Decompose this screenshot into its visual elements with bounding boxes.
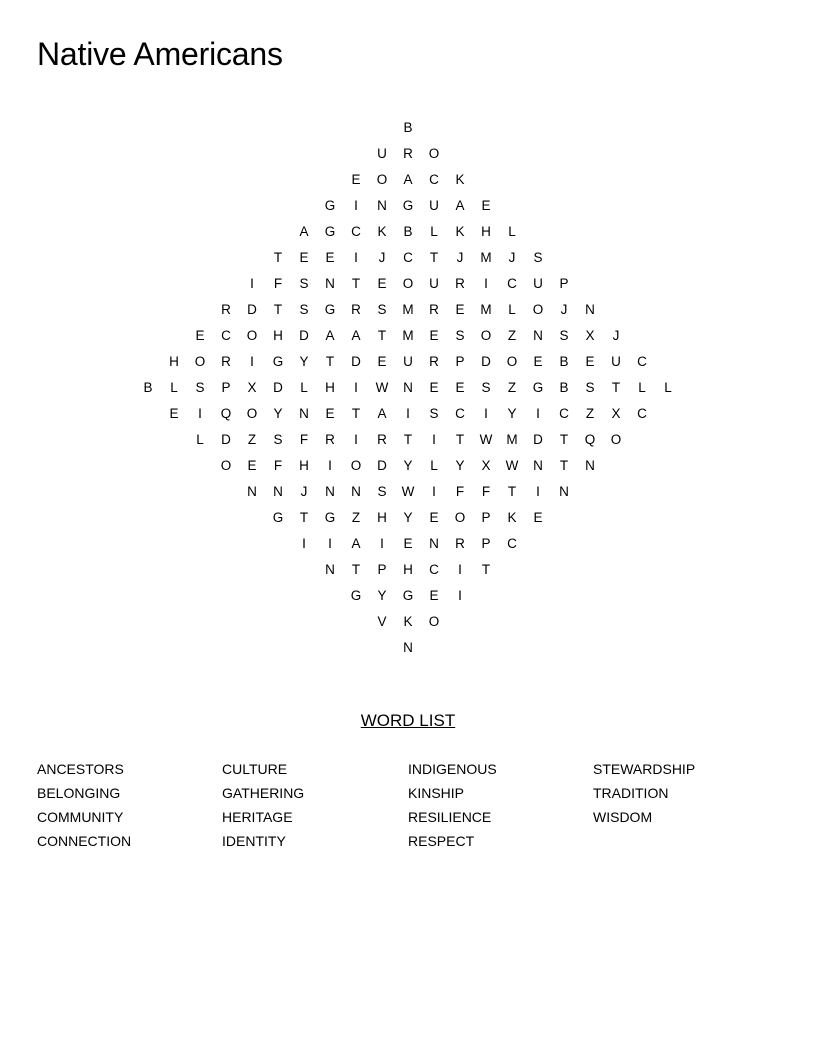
grid-letter: B [403, 120, 413, 135]
grid-letter: U [403, 354, 413, 369]
grid-letter: N [325, 562, 335, 577]
grid-letter: Q [584, 432, 596, 447]
grid-letter: S [559, 328, 569, 343]
grid-letter: R [221, 354, 231, 369]
grid-letter: I [198, 406, 202, 421]
grid-letter: T [611, 380, 621, 395]
grid-letter: U [533, 276, 543, 291]
grid-letter: E [351, 172, 361, 187]
grid-letter: E [247, 458, 257, 473]
grid-letter: N [299, 406, 309, 421]
grid-letter: H [299, 458, 309, 473]
grid-letter: H [169, 354, 179, 369]
grid-letter: F [455, 484, 465, 499]
grid-letter: G [324, 302, 336, 317]
grid-letter: J [378, 250, 386, 265]
grid-letter: Q [220, 406, 232, 421]
grid-letter: E [533, 510, 543, 525]
grid-letter: G [402, 588, 414, 603]
word-list-item: GATHERING [222, 785, 305, 801]
grid-letter: K [455, 172, 465, 187]
grid-letter: D [377, 458, 387, 473]
grid-letter: O [350, 458, 362, 473]
grid-letter: B [403, 224, 413, 239]
grid-letter: O [402, 276, 414, 291]
grid-letter: T [273, 250, 283, 265]
word-list-item: KINSHIP [408, 785, 465, 801]
grid-letter: J [612, 328, 620, 343]
grid-letter: X [585, 328, 595, 343]
grid-letter: O [220, 458, 232, 473]
grid-letter: Z [585, 406, 595, 421]
grid-letter: Y [377, 588, 387, 603]
grid-letter: S [299, 302, 309, 317]
grid-letter: U [377, 146, 387, 161]
grid-letter: U [429, 198, 439, 213]
grid-letter: M [402, 328, 414, 343]
grid-letter: P [481, 510, 491, 525]
grid-letter: R [403, 146, 413, 161]
grid-letter: S [455, 328, 465, 343]
grid-letter: A [403, 172, 413, 187]
grid-letter: Z [507, 380, 517, 395]
grid-letter: C [559, 406, 569, 421]
grid-letter: I [354, 432, 358, 447]
grid-letter: F [299, 432, 309, 447]
grid-letter: C [637, 406, 647, 421]
grid-letter: A [325, 328, 335, 343]
grid-letter: N [533, 458, 543, 473]
grid-letter: Y [507, 406, 517, 421]
grid-letter: T [559, 432, 569, 447]
grid-letter: I [354, 250, 358, 265]
grid-letter: T [351, 276, 361, 291]
grid-letter: E [403, 536, 413, 551]
grid-letter: H [403, 562, 413, 577]
grid-letter: S [533, 250, 543, 265]
grid-letter: E [195, 328, 205, 343]
grid-letter: S [299, 276, 309, 291]
grid-letter: E [325, 406, 335, 421]
grid-letter: I [380, 536, 384, 551]
word-list-item: HERITAGE [222, 809, 293, 825]
grid-letter: I [536, 406, 540, 421]
grid-letter: E [429, 328, 439, 343]
word-list-item: INDIGENOUS [408, 761, 497, 777]
grid-letter: G [324, 224, 336, 239]
grid-letter: O [428, 146, 440, 161]
grid-letter: A [351, 328, 361, 343]
grid-letter: G [402, 198, 414, 213]
grid-letter: W [401, 484, 415, 499]
grid-letter: D [351, 354, 361, 369]
grid-letter: F [273, 458, 283, 473]
grid-letter: N [559, 484, 569, 499]
grid-letter: T [429, 250, 439, 265]
grid-letter: O [454, 510, 466, 525]
grid-letter: N [533, 328, 543, 343]
grid-letter: L [638, 380, 646, 395]
grid-letter: D [221, 432, 231, 447]
word-list-item: COMMUNITY [37, 809, 124, 825]
grid-letter: I [536, 484, 540, 499]
grid-letter: L [430, 224, 438, 239]
grid-letter: T [377, 328, 387, 343]
grid-letter: J [508, 250, 516, 265]
grid-letter: H [325, 380, 335, 395]
grid-letter: C [507, 276, 517, 291]
word-list-item: WISDOM [593, 809, 653, 825]
grid-letter: L [508, 302, 516, 317]
grid-letter: T [481, 562, 491, 577]
grid-letter: T [403, 432, 413, 447]
grid-letter: G [272, 510, 284, 525]
grid-letter: G [324, 198, 336, 213]
grid-letter: A [299, 224, 309, 239]
word-list-column [408, 757, 588, 853]
grid-letter: X [247, 380, 257, 395]
grid-letter: W [375, 380, 389, 395]
grid-letter: S [585, 380, 595, 395]
grid-letter: X [611, 406, 621, 421]
grid-letter: E [377, 354, 387, 369]
grid-letter: M [480, 302, 492, 317]
grid-letter: E [299, 250, 309, 265]
grid-letter: T [351, 406, 361, 421]
grid-letter: R [351, 302, 361, 317]
grid-letter: O [506, 354, 518, 369]
grid-letter: J [456, 250, 464, 265]
grid-letter: I [458, 588, 462, 603]
grid-letter: C [429, 562, 439, 577]
grid-letter: T [507, 484, 517, 499]
grid-letter: O [246, 406, 258, 421]
grid-letter: E [169, 406, 179, 421]
grid-letter: S [195, 380, 205, 395]
grid-letter: A [351, 536, 361, 551]
grid-letter: W [479, 432, 493, 447]
grid-letter: N [325, 484, 335, 499]
grid-letter: H [481, 224, 491, 239]
grid-letter: U [429, 276, 439, 291]
grid-letter: M [402, 302, 414, 317]
grid-letter: T [455, 432, 465, 447]
grid-letter: O [610, 432, 622, 447]
grid-letter: N [377, 198, 387, 213]
grid-letter: I [458, 562, 462, 577]
grid-letter: L [508, 224, 516, 239]
grid-letter: S [377, 484, 387, 499]
grid-letter: P [377, 562, 387, 577]
grid-letter: B [559, 354, 569, 369]
grid-letter: L [430, 458, 438, 473]
grid-letter: E [429, 380, 439, 395]
grid-letter: R [377, 432, 387, 447]
grid-letter: O [480, 328, 492, 343]
grid-letter: P [481, 536, 491, 551]
grid-letter: O [428, 614, 440, 629]
word-list-item: RESILIENCE [408, 809, 492, 825]
grid-letter: D [533, 432, 543, 447]
word-list-item: STEWARDSHIP [593, 761, 696, 777]
grid-letter: T [273, 302, 283, 317]
grid-letter: G [350, 588, 362, 603]
grid-letter: Z [247, 432, 257, 447]
page-title: Native Americans [37, 36, 283, 72]
grid-letter: I [250, 354, 254, 369]
grid-letter: I [432, 432, 436, 447]
word-list-item: BELONGING [37, 785, 121, 801]
grid-letter: I [484, 406, 488, 421]
grid-letter: U [611, 354, 621, 369]
grid-letter: O [194, 354, 206, 369]
grid-letter: Y [273, 406, 283, 421]
grid-letter: A [377, 406, 387, 421]
grid-letter: F [481, 484, 491, 499]
grid-letter: B [559, 380, 569, 395]
grid-letter: E [481, 198, 491, 213]
grid-letter: S [429, 406, 439, 421]
grid-letter: C [221, 328, 231, 343]
grid-letter: Y [455, 458, 465, 473]
grid-letter: E [455, 380, 465, 395]
grid-letter: M [506, 432, 518, 447]
grid-letter: Y [403, 510, 413, 525]
grid-letter: R [429, 302, 439, 317]
grid-letter: D [247, 302, 257, 317]
grid-letter: E [377, 276, 387, 291]
grid-letter: G [324, 510, 336, 525]
word-list-item: IDENTITY [222, 833, 286, 849]
grid-letter: N [429, 536, 439, 551]
grid-letter: N [325, 276, 335, 291]
grid-letter: I [302, 536, 306, 551]
grid-letter: E [325, 250, 335, 265]
grid-letter: Z [351, 510, 361, 525]
grid-letter: I [354, 380, 358, 395]
grid-letter: N [585, 458, 595, 473]
grid-letter: V [377, 614, 387, 629]
word-list-item: CULTURE [222, 761, 288, 777]
grid-letter: T [559, 458, 569, 473]
grid-letter: R [429, 354, 439, 369]
grid-letter: C [403, 250, 413, 265]
grid-letter: P [455, 354, 465, 369]
grid-letter: N [273, 484, 283, 499]
grid-letter: Z [507, 328, 517, 343]
grid-letter: I [328, 458, 332, 473]
grid-letter: P [559, 276, 569, 291]
grid-letter: N [403, 380, 413, 395]
grid-letter: I [432, 484, 436, 499]
grid-letter: D [481, 354, 491, 369]
grid-letter: N [403, 640, 413, 655]
grid-letter: K [455, 224, 465, 239]
grid-letter: K [377, 224, 387, 239]
word-list-column [222, 757, 402, 853]
grid-letter: L [664, 380, 672, 395]
grid-letter: I [484, 276, 488, 291]
grid-letter: T [351, 562, 361, 577]
word-list-item: TRADITION [593, 785, 669, 801]
grid-letter: E [585, 354, 595, 369]
grid-letter: C [637, 354, 647, 369]
grid-letter: L [170, 380, 178, 395]
grid-letter: G [272, 354, 284, 369]
grid-letter: O [246, 328, 258, 343]
word-list-item: CONNECTION [37, 833, 132, 849]
word-list-item: RESPECT [408, 833, 475, 849]
grid-letter: G [532, 380, 544, 395]
grid-letter: J [300, 484, 308, 499]
grid-letter: T [299, 510, 309, 525]
grid-letter: I [250, 276, 254, 291]
grid-letter: X [481, 458, 491, 473]
grid-letter: E [455, 302, 465, 317]
grid-letter: N [585, 302, 595, 317]
grid-letter: N [247, 484, 257, 499]
grid-letter: I [406, 406, 410, 421]
grid-letter: S [273, 432, 283, 447]
grid-letter: C [429, 172, 439, 187]
word-list-item: ANCESTORS [37, 761, 124, 777]
grid-letter: I [354, 198, 358, 213]
grid-letter: F [273, 276, 283, 291]
grid-letter: A [455, 198, 465, 213]
grid-letter: Y [299, 354, 309, 369]
word-list-column [593, 757, 773, 829]
grid-letter: L [300, 380, 308, 395]
grid-letter: W [505, 458, 519, 473]
grid-letter: D [273, 380, 283, 395]
grid-letter: M [480, 250, 492, 265]
word-list-heading: WORD LIST [360, 711, 456, 730]
grid-letter: R [221, 302, 231, 317]
grid-letter: E [533, 354, 543, 369]
grid-letter: J [560, 302, 568, 317]
grid-letter: K [403, 614, 413, 629]
grid-letter: R [325, 432, 335, 447]
grid-letter: H [273, 328, 283, 343]
grid-letter: S [481, 380, 491, 395]
grid-letter: R [455, 536, 465, 551]
word-list-column [37, 757, 217, 853]
grid-letter: T [325, 354, 335, 369]
grid-letter: N [351, 484, 361, 499]
grid-letter: C [351, 224, 361, 239]
grid-letter: Y [403, 458, 413, 473]
grid-letter: H [377, 510, 387, 525]
grid-letter: K [507, 510, 517, 525]
grid-letter: R [455, 276, 465, 291]
grid-letter: I [328, 536, 332, 551]
grid-letter: D [299, 328, 309, 343]
grid-letter: B [143, 380, 153, 395]
grid-letter: E [429, 510, 439, 525]
grid-letter: P [221, 380, 231, 395]
grid-letter: C [507, 536, 517, 551]
grid-letter: O [532, 302, 544, 317]
grid-letter: O [376, 172, 388, 187]
grid-letter: E [429, 588, 439, 603]
grid-letter: L [196, 432, 204, 447]
grid-letter: C [455, 406, 465, 421]
grid-letter: S [377, 302, 387, 317]
